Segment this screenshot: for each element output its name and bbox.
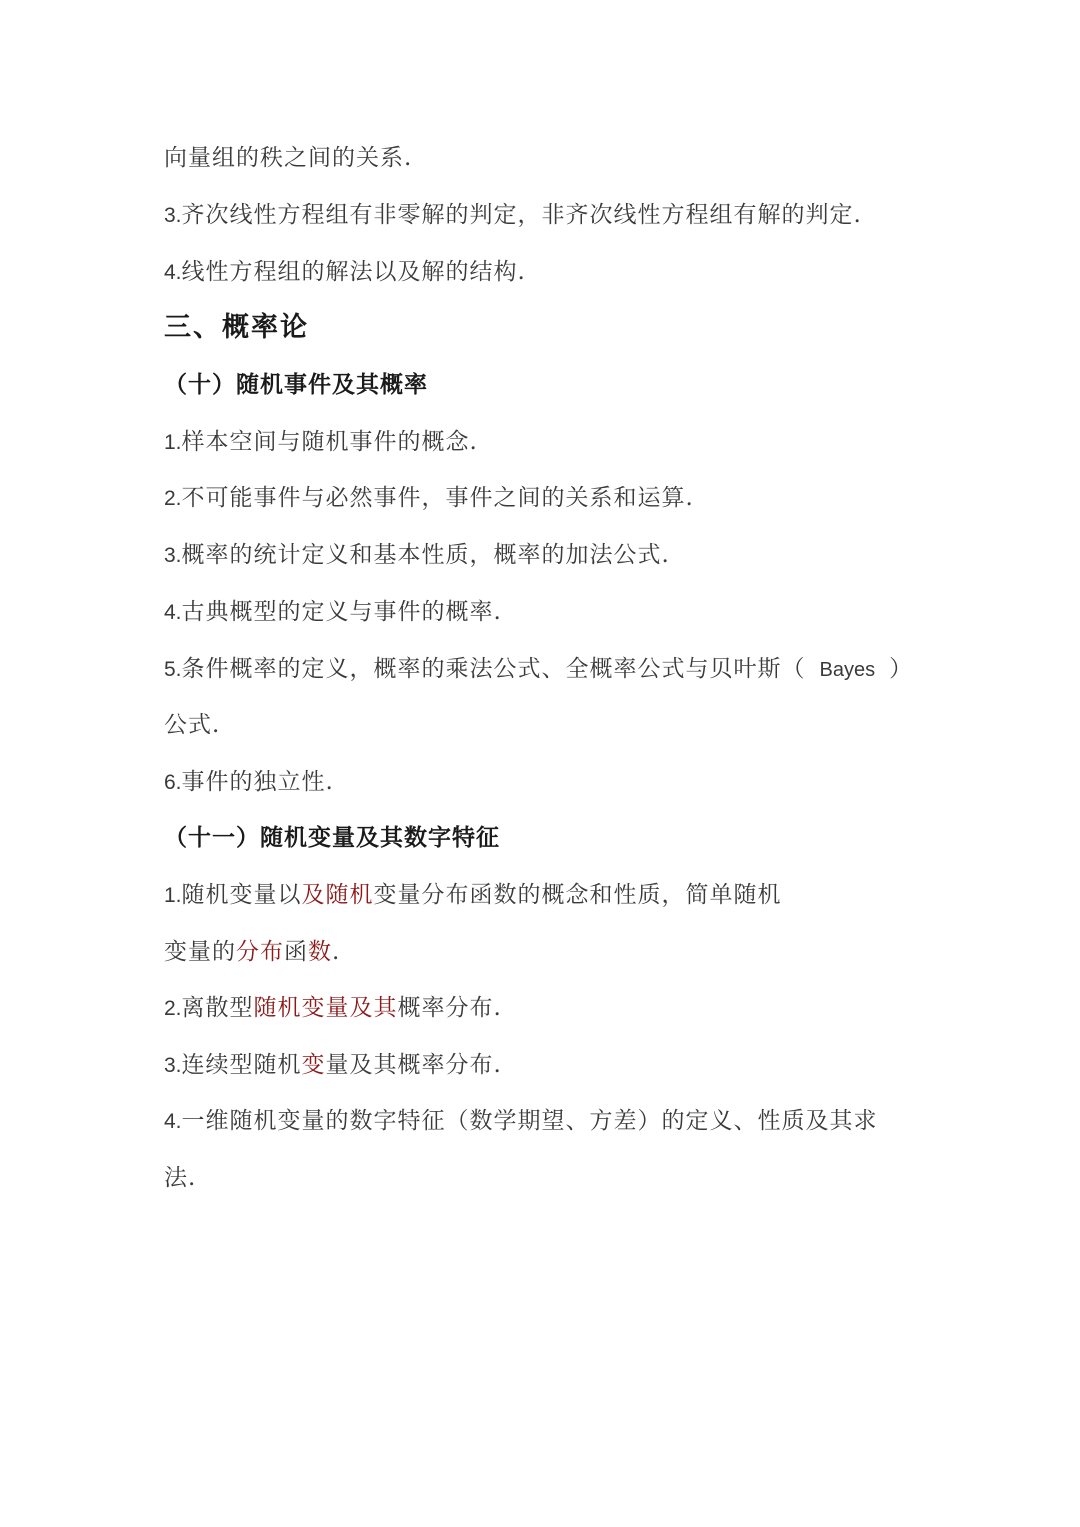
text-line-8: 3.概率的统计定义和基本性质，概率的加法公式. [164,542,670,568]
text-line-12: 6.事件的独立性. [164,769,334,795]
text-line-1: 向量组的秩之间的关系. [164,145,413,171]
subsection-heading-11: （十一）随机变量及其数字特征 [164,824,500,851]
text-line-18: 4.一维随机变量的数字特征（数学期望、方差）的定义、性质及其求 [164,1108,878,1134]
text-line-17: 3.连续型随机变量及其概率分布. [164,1052,502,1078]
subsection-heading-10: （十）随机事件及其概率 [164,371,428,398]
text-line-16: 2.离散型随机变量及其概率分布. [164,995,502,1021]
section-heading: 三、概率论 [164,312,309,343]
text-line-10: 5.条件概率的定义，概率的乘法公式、全概率公式与贝叶斯（ Bayes ） [164,656,914,682]
text-line-14: 1.随机变量以及随机变量分布函数的概念和性质，简单随机 [164,882,782,908]
text-line-2: 3.齐次线性方程组有非零解的判定，非齐次线性方程组有解的判定. [164,202,862,228]
text-line-19: 法. [164,1165,197,1191]
text-line-9: 4.古典概型的定义与事件的概率. [164,599,502,625]
text-line-11: 公式. [164,712,221,738]
text-line-7: 2.不可能事件与必然事件，事件之间的关系和运算. [164,485,694,511]
text-line-3: 4.线性方程组的解法以及解的结构. [164,259,526,285]
text-line-15: 变量的分布函数. [164,939,341,965]
text-line-6: 1.样本空间与随机事件的概念. [164,429,478,455]
